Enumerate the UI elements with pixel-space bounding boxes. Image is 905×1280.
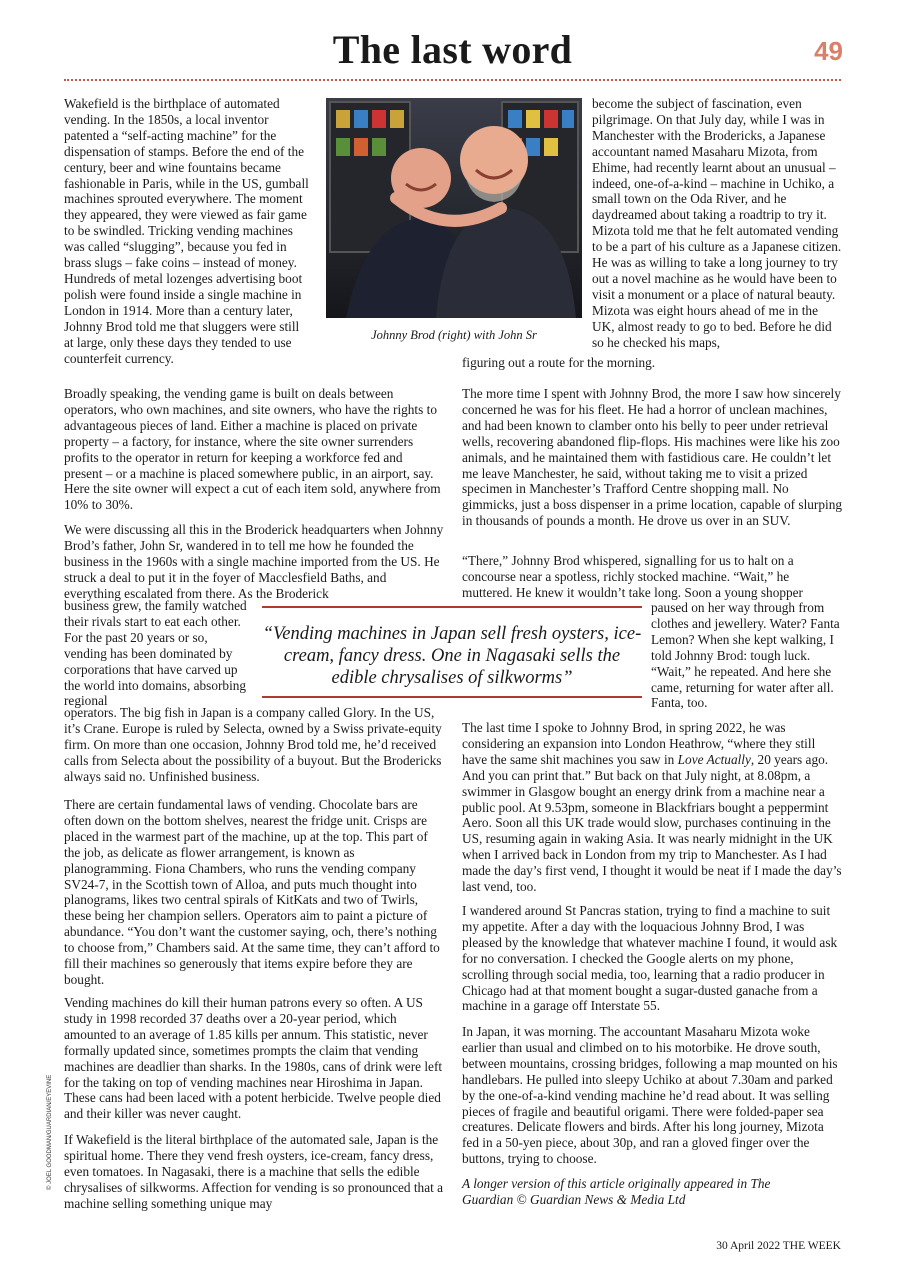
article-paragraph: operators. The big fish in Japan is a company called Glory. In the US, it’s Crane. Europe is ruled by Selecta, owned by a Swiss private-equity firm. On more than one occasion, Johnny Brod told me, he’d received calls from Selecta about the possibility of a buyout. But the Brodericks always said no. Unfinished business. (64, 705, 442, 784)
page-title: The last word (332, 27, 573, 72)
paragraph-text: The last time I spoke to Johnny Brod, in spring 2022, he was considering an expansion into London Heathrow, “where they still have the same shit machines you saw in (462, 720, 816, 767)
photo-illustration (326, 98, 582, 318)
article-paragraph: “There,” Johnny Brod whispered, signalling for us to halt on a concourse near a spotless, richly stocked machine. “Wait,” he muttered. He knew it wouldn’t take long. Soon a young shopper (462, 553, 803, 600)
photo-credit-text: © JOEL GOODMAN/GUARDIAN/EYEVINE (47, 1074, 53, 1190)
photo-caption: Johnny Brod (right) with John Sr (371, 328, 537, 342)
article-paragraph: We were discussing all this in the Broderick headquarters when Johnny Brod’s father, John Sr, wandered in to tell me how he founded the business in the 1960s with a single machine imported from the US. He struck a deal to put it in the foyer of Macclesfield Baths, and everything escalated from there. As the Broderick (64, 522, 444, 601)
article-paragraph: become the subject of fascination, even pilgrimage. On that July day, while I was in Manchester with the Brodericks, a Japanese accountant named Masaharu Mizota, from Ehime, had recently learnt about an unusual – indeed, one-of-a-kind – machine in Uchiko, a small town on the Oda River, and he daydreamed about taking a roadtrip to try it. Mizota told me that he felt automated vending to be a part of his culture as a Japanese citizen. He was as willing to take a long journey to try out a novel machine as he would have been to visit a monument or a place of natural beauty. Mizota was eight hours ahead of me in the UK, almost ready to go to bed. Before he did so he checked his maps, (592, 96, 842, 350)
article-paragraph: Wakefield is the birthplace of automated vending. In the 1850s, a local inventor patented a “self-acting machine” for the dispensation of stamps. Before the end of the century, beer and wine fountains became fashionable in Paris, while in the US, gumball machines sprouted everywhere. The moment they appeared, they were viewed as fair game to be swindled. Tricking vending machines was called “slugging”, because you fed in brass slugs – fake coins – instead of money. Hundreds of metal lozenges advertising boot polish were found inside a single machine in London in 1914. More than a century later, Johnny Brod told me that sluggers were still at large, only these days they tended to use counterfeit currency. (64, 96, 309, 366)
article-paragraph: I wandered around St Pancras station, trying to find a machine to suit my appetite. After a day with the loquacious Johnny Brod, I was pleased by the knowledge that whatever machine I found, it would ask for no conversation. I checked the Google alerts on my phone, scrolling through social media, too, learning that a radio producer in Chicago had at that moment bought a sugar-dusted ganache from a machine in a garage off Interstate 55. (462, 903, 838, 1014)
article-paragraph: The more time I spent with Johnny Brod, the more I saw how sincerely concerned he was for his fleet. He had a horror of unclean machines, and had been known to clamber onto his belly to peer under retrieval wells, recovering abandoned flip-flops. His machines were like his zoo animals, and he maintained them with fastidious care. He couldn’t let me leave Manchester, he said, without taking me to visit a prized specimen in Manchester’s Trafford Centre shopping mall. No gimmicks, just a boss dispenser in a prime location, capable of slurping in thousands of pounds a month. He drove us over in an SUV. (462, 386, 842, 529)
article-paragraph: paused on her way through from clothes and jewellery. Water? Fanta Lemon? When she kept walking, I told Johnny Brod: tough luck. “Wait,” he repeated. And here she came, returning for water after all. Fanta, too. (651, 600, 840, 711)
pull-quote-text: “Vending machines in Japan sell fresh oysters, ice-cream, fancy dress. One in Nagasaki sells the edible chrysalises of silkworms” (262, 624, 642, 688)
article-paragraph: Vending machines do kill their human patrons every so often. A US study in 1998 recorded 37 deaths over a 20-year period, which amounted to an average of 1.85 kills per annum. This statistic, never formally updated since, sometimes prompts the claim that vending machines are deadlier than sharks. In the 1980s, cans of drink were left for the taking on top of vending machines near Hiroshima in Japan. These cans had been laced with a potent herbicide. Twelve people died and their killer was never caught. (64, 995, 443, 1122)
page-number: 49 (814, 36, 843, 66)
article-paragraph: There are certain fundamental laws of vending. Chocolate bars are often down on the bottom shelves, nearest the fridge unit. Crisps are placed in the warmest part of the machine, up at the top. This part of the job, as delicate as flower arrangement, is known as planogramming. Fiona Chambers, who runs the vending company SV24-7, in the Scottish town of Alloa, and puts much thought into planograms, likes two central spirals of KitKats and two of Twirls, these being her champion sellers. Operators aim to paint a picture of abundance. “You don’t want the customer saying, och, there’s nothing to choose from,” Chambers said. At the same time, they can’t afford to fill their machines so generously that items expire before they are bought. (64, 797, 440, 987)
article-paragraph: If Wakefield is the literal birthplace of the automated sale, Japan is the spiritual home. There they vend fresh oysters, ice-cream, fancy dress, even tomatoes. In Nagasaki, there is a machine that sells the edible chrysalises of silkworms. Affection for vending is so pronounced that a machine selling something unique may (64, 1132, 444, 1211)
article-paragraph: business grew, the family watched their rivals start to eat each other. For the past 20 years or so, vending has been dominated by corporations that have carved up the world into domains, absorbing regional (64, 598, 247, 709)
article-photo (326, 98, 582, 318)
page-footer: 30 April 2022 THE WEEK (716, 1240, 841, 1252)
article-paragraph (462, 720, 842, 895)
article-paragraph: figuring out a route for the morning. (462, 355, 656, 370)
paragraph-text: , 20 years ago. And you can print that.” But back on that July night, at 8.08pm, a swimmer in Glasgow bought an energy drink from a machine near a public pool. At 9.53pm, someone in Blackfriars bought a peppermint Aero. Soon all this UK trade would slow, purchases continuing in the US, resuming again in waking Asia. It was nearly midnight in the UK when I arrived back in London from my trip to Manchester. As I had made the day’s first vend, I thought it would be neat if I made the day’s last vend, too. (462, 751, 842, 895)
article-footnote: A longer version of this article originally appeared in The Guardian © Guardian News & Media Ltd (462, 1176, 771, 1207)
film-title: Love Actually (677, 751, 751, 767)
article-paragraph: In Japan, it was morning. The accountant Masaharu Mizota woke earlier than usual and climbed on to his motorbike. He drove south, between mountains, crossing bridges, following a map mounted on his handlebars. He pulled into sleepy Uchiko at about 7.30am and parked by the one-of-a-kind vending machine he’d read about. It was selling pieces of fragile and beautiful origami. There were folded-paper sea creatures. Delicate flowers and birds. After his long journey, Mizota fed in a 50-yen piece, about 30p, and ran a gloved finger over the buttons, trying to choose. (462, 1024, 838, 1167)
header-divider (64, 79, 841, 81)
pull-quote (262, 606, 642, 698)
article-paragraph: Broadly speaking, the vending game is built on deals between operators, who own machines, and site owners, who have the rights to advantageous pieces of land. Either a machine is placed on private property – a factory, for instance, where the site owner surrenders profits to the operator in return for keeping a workforce fed and present – or a machine is placed somewhere public, in an airport, say. Here the site owner will expect a cut of each item sold, anywhere from 10% to 30%. (64, 386, 441, 513)
